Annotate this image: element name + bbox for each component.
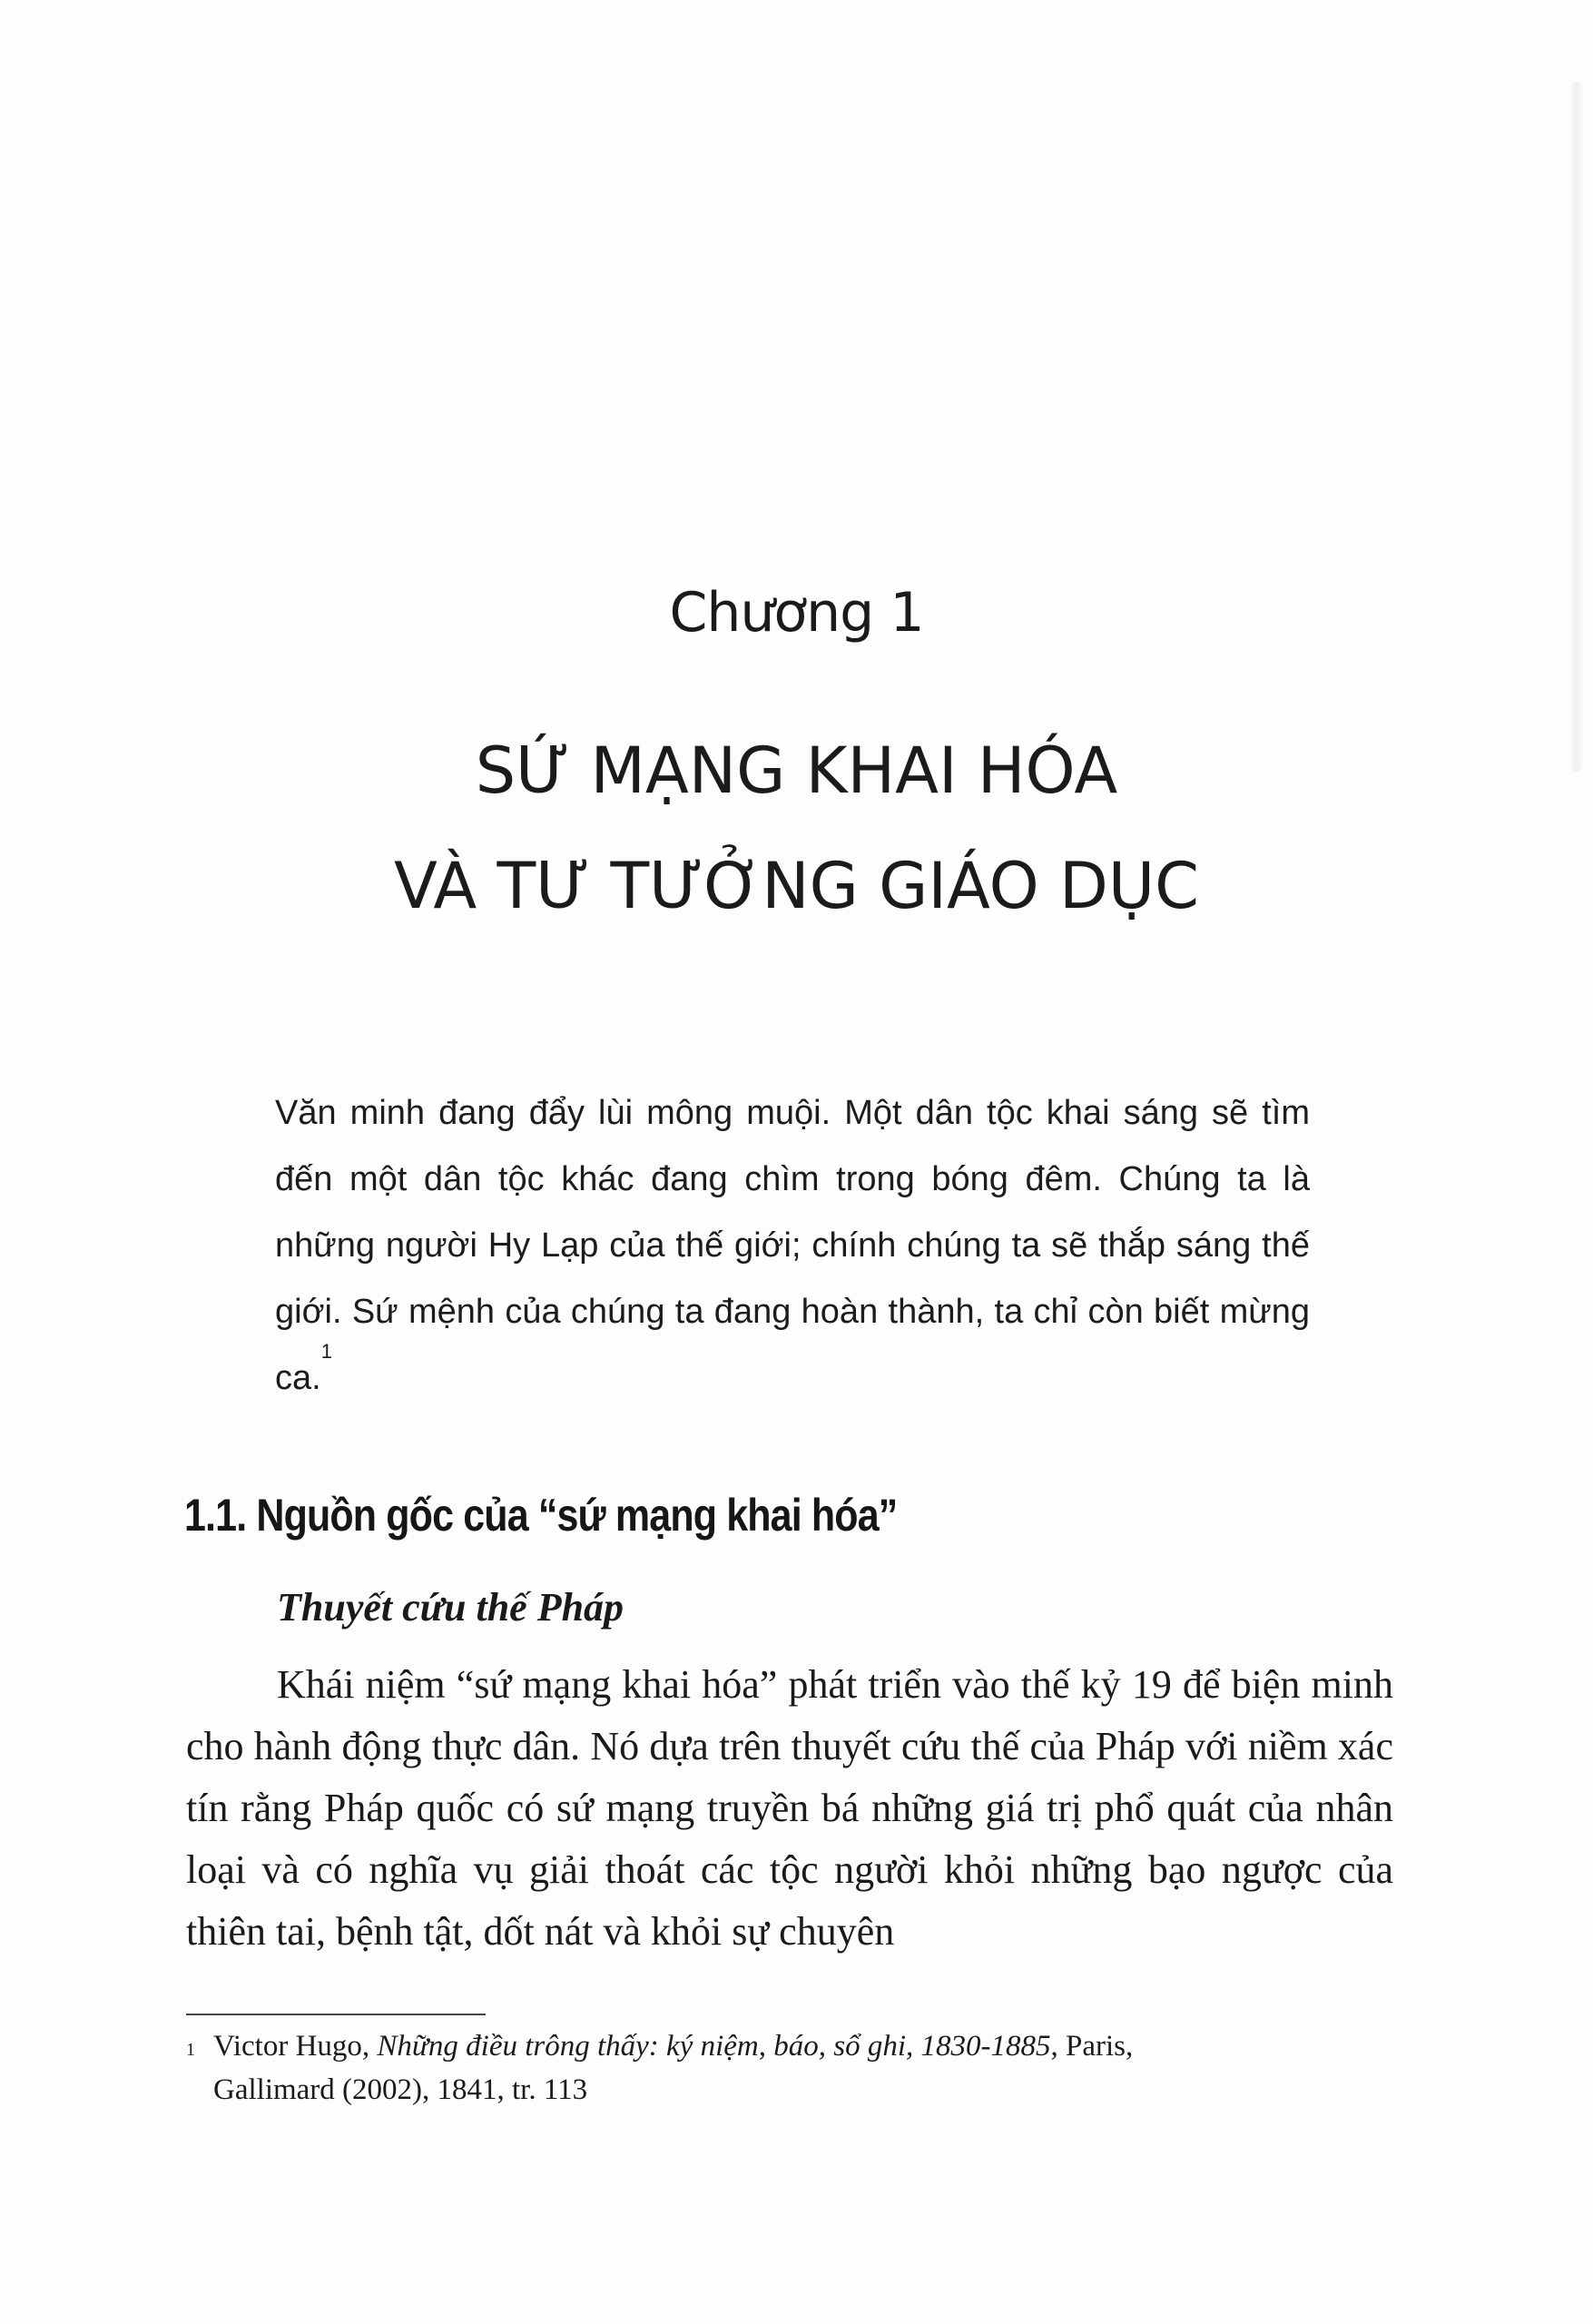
epigraph-footnote-ref: 1 (320, 1340, 332, 1363)
footnote-divider (186, 2014, 486, 2015)
footnote-details-line-1: , Paris, (1050, 2030, 1134, 2063)
epigraph-text: Văn minh đang đẩy lùi mông muội. Một dân tộc khai sáng sẽ tìm đến một dân tộc khác đang chìm trong bóng đêm. Chúng ta là những người Hy Lạp của thế giới; chính chúng ta sẽ thắp sáng thế giới. Sứ mệnh của chúng ta đang hoàn thành, ta chỉ còn biết mừng ca. (275, 1094, 1310, 1397)
chapter-label: Chương 1 (669, 581, 924, 645)
section-heading: 1.1. Nguồn gốc của “sứ mạng khai hóa” (184, 1490, 898, 1541)
section-subheading: Thuyết cứu thế Pháp (277, 1585, 624, 1630)
footnote-work-title: Những điều trông thấy: ký niệm, báo, sổ ghi, 1830-1885 (377, 2030, 1051, 2063)
epigraph-quote (275, 1080, 1310, 1412)
chapter-title-line-1: SỨ MẠNG KHAI HÓA (475, 734, 1118, 808)
body-paragraph (186, 1654, 1393, 1963)
body-paragraph-text: Khái niệm “sứ mạng khai hóa” phát triển vào thế kỷ 19 để biện minh cho hành động thực dân. Nó dựa trên thuyết cứu thế của Pháp với niềm xác tín rằng Pháp quốc có sứ mạng truyền bá những giá trị phổ quát của nhân loại và có nghĩa vụ giải thoát các tộc người khỏi những bạo ngược của thiên tai, bệnh tật, dốt nát và khỏi sự chuyên (186, 1662, 1393, 1954)
page-edge-shadow (1569, 82, 1584, 772)
footnote-marker: 1 (186, 2040, 195, 2060)
footnote-details-line-2: Gallimard (2002), 1841, tr. 113 (213, 2073, 588, 2106)
footnote (186, 2024, 1393, 2112)
chapter-title-line-2: VÀ TƯ TƯỞNG GIÁO DỤC (393, 849, 1200, 923)
footnote-author: Victor Hugo, (213, 2030, 378, 2063)
